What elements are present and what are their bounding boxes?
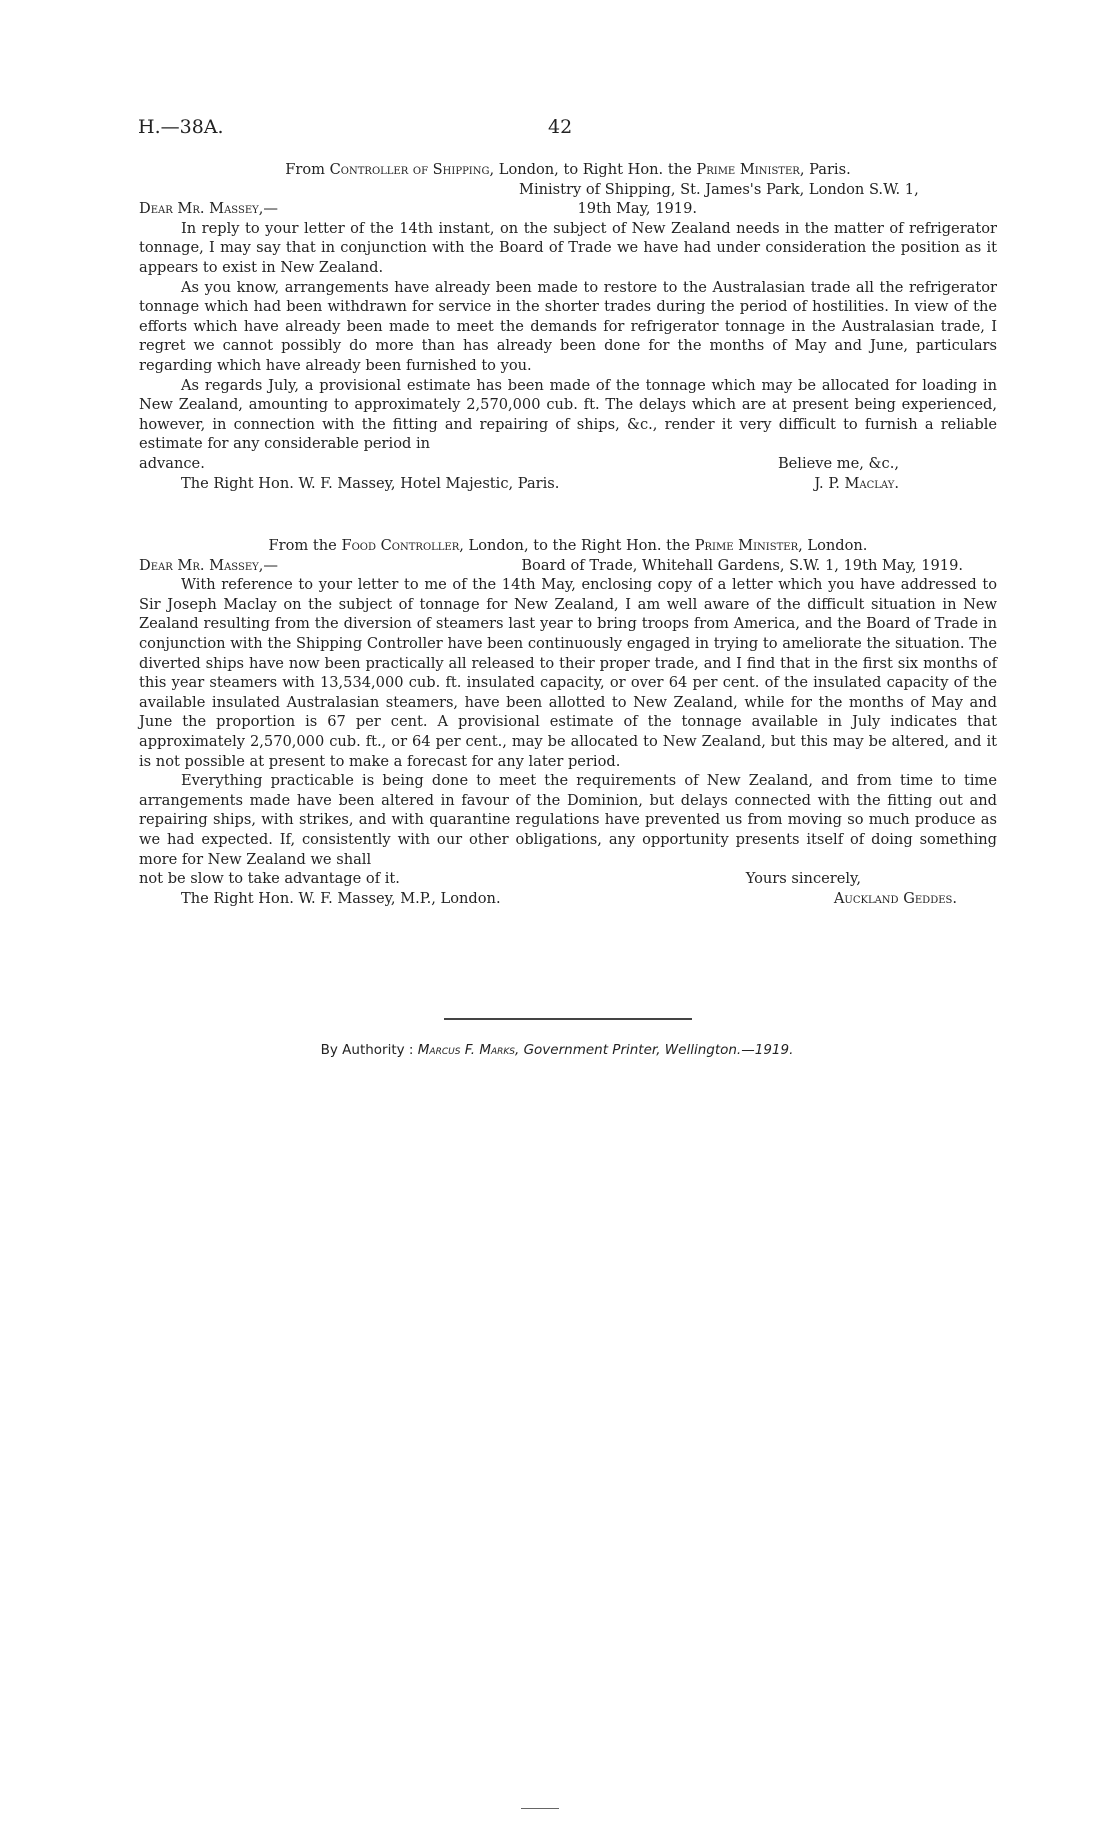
document-reference: H.—38A. — [138, 116, 224, 138]
page-number: 42 — [548, 116, 573, 138]
closing-row — [139, 869, 997, 889]
signature: Auckland Geddes. — [833, 889, 957, 907]
body-paragraph: In reply to your letter of the 14th instant, on the subject of New Zealand needs in the matter of refrigerator tonnage, I may say that in conjunction with the Board of Trade we have had under consideration the position as it appears to exist in New Zealand. — [139, 219, 997, 276]
printer-imprint: By Authority : Marcus F. Marks, Government Printer, Wellington.—1919. — [320, 1042, 794, 1058]
body-paragraph: Everything practicable is being done to meet the requirements of New Zealand, and from time to time arrangements made have been altered in favour of the Dominion, but delays connected with the fitting out and repairing ships, with strikes, and with quarantine regulations have prevented us from moving so much produce as we had expected. If, consistently with our other obligations, any opportunity presents itself of doing something more for New Zealand we shall — [139, 772, 997, 868]
body-paragraph: As regards July, a provisional estimate has been made of the tonnage which may be allocated for loading in New Zealand, amounting to approximately 2,570,000 cub. ft. The delays which are at present being experienced, however, in connection with the fitting and repairing of ships, &c., render it very difficult to furnish a reliable estimate for any considerable period in — [139, 376, 997, 453]
sender-address: Ministry of Shipping, St. James's Park, London S.W. 1, — [519, 180, 919, 198]
signature-row — [139, 889, 997, 909]
bottom-mark — [521, 1808, 559, 1809]
salutation-row — [139, 199, 997, 219]
closing: Believe me, &c., — [777, 454, 899, 472]
salutation: Dear Mr. Massey,— — [139, 200, 278, 218]
body-paragraph-end: advance. — [139, 454, 205, 472]
closing-row — [139, 454, 997, 474]
sender-title: Controller of Shipping — [329, 161, 490, 178]
letter-date: 19th May, 1919. — [577, 200, 697, 218]
recipient-title: Prime Minister — [694, 537, 799, 554]
salutation: Dear Mr. Massey,— — [139, 556, 278, 574]
footer-divider — [444, 1018, 692, 1020]
addressee: The Right Hon. W. F. Massey, Hotel Majestic, Paris. — [181, 474, 560, 492]
signature-row — [139, 474, 997, 494]
sender-title: Food Controller — [341, 537, 460, 554]
printer-name: Marcus F. Marks — [417, 1042, 515, 1058]
sender-address-date: Board of Trade, Whitehall Gardens, S.W. 1, 19th May, 1919. — [521, 556, 963, 574]
letter-heading: From the Food Controller, London, to the Right Hon. the Prime Minister, London. — [268, 537, 868, 554]
closing: Yours sincerely, — [745, 870, 861, 888]
salutation-row — [139, 556, 997, 576]
letter-shipping-controller — [139, 160, 997, 493]
body-paragraph: As you know, arrangements have already been made to restore to the Australasian trade all the refrigerator tonnage which had been withdrawn for service in the shorter trades during the period of hostilities. In view of the efforts which have already been made to meet the demands for refrigerator tonnage in the Australasian trade, I regret we cannot possibly do more than has already been done for the months of May and June, particulars regarding which have already been furnished to you. — [139, 278, 997, 374]
body-paragraph-end: not be slow to take advantage of it. — [139, 870, 400, 888]
body-paragraph: With reference to your letter to me of the 14th May, enclosing copy of a letter which you have addressed to Sir Joseph Maclay on the subject of tonnage for New Zealand, I am well aware of the difficult situation in New Zealand resulting from the diversion of steamers last year to bring troops from America, and the Board of Trade in conjunction with the Shipping Controller have been continuously engaged in trying to ameliorate the situation. The diverted ships have now been practically all released to their proper trade, and I find that in the first six months of this year steamers with 13,534,000 cub. ft. insulated capacity, or over 64 per cent. of the insulated capacity of the available insulated Australasian steamers, have been allotted to New Zealand, while for the months of May and June the proportion is 67 per cent. A provisional estimate of the tonnage available in July indicates that approximately 2,570,000 cub. ft., or 64 per cent., may be allocated to New Zealand, but this may be altered, and it is not possible at present to make a forecast for any later period. — [139, 576, 997, 770]
letter-heading: From Controller of Shipping, London, to Right Hon. the Prime Minister, Paris. — [285, 161, 851, 178]
letter-food-controller — [139, 536, 997, 908]
addressee: The Right Hon. W. F. Massey, M.P., London. — [181, 889, 501, 907]
signature: J. P. Maclay. — [814, 474, 899, 492]
recipient-title: Prime Minister — [696, 161, 800, 178]
